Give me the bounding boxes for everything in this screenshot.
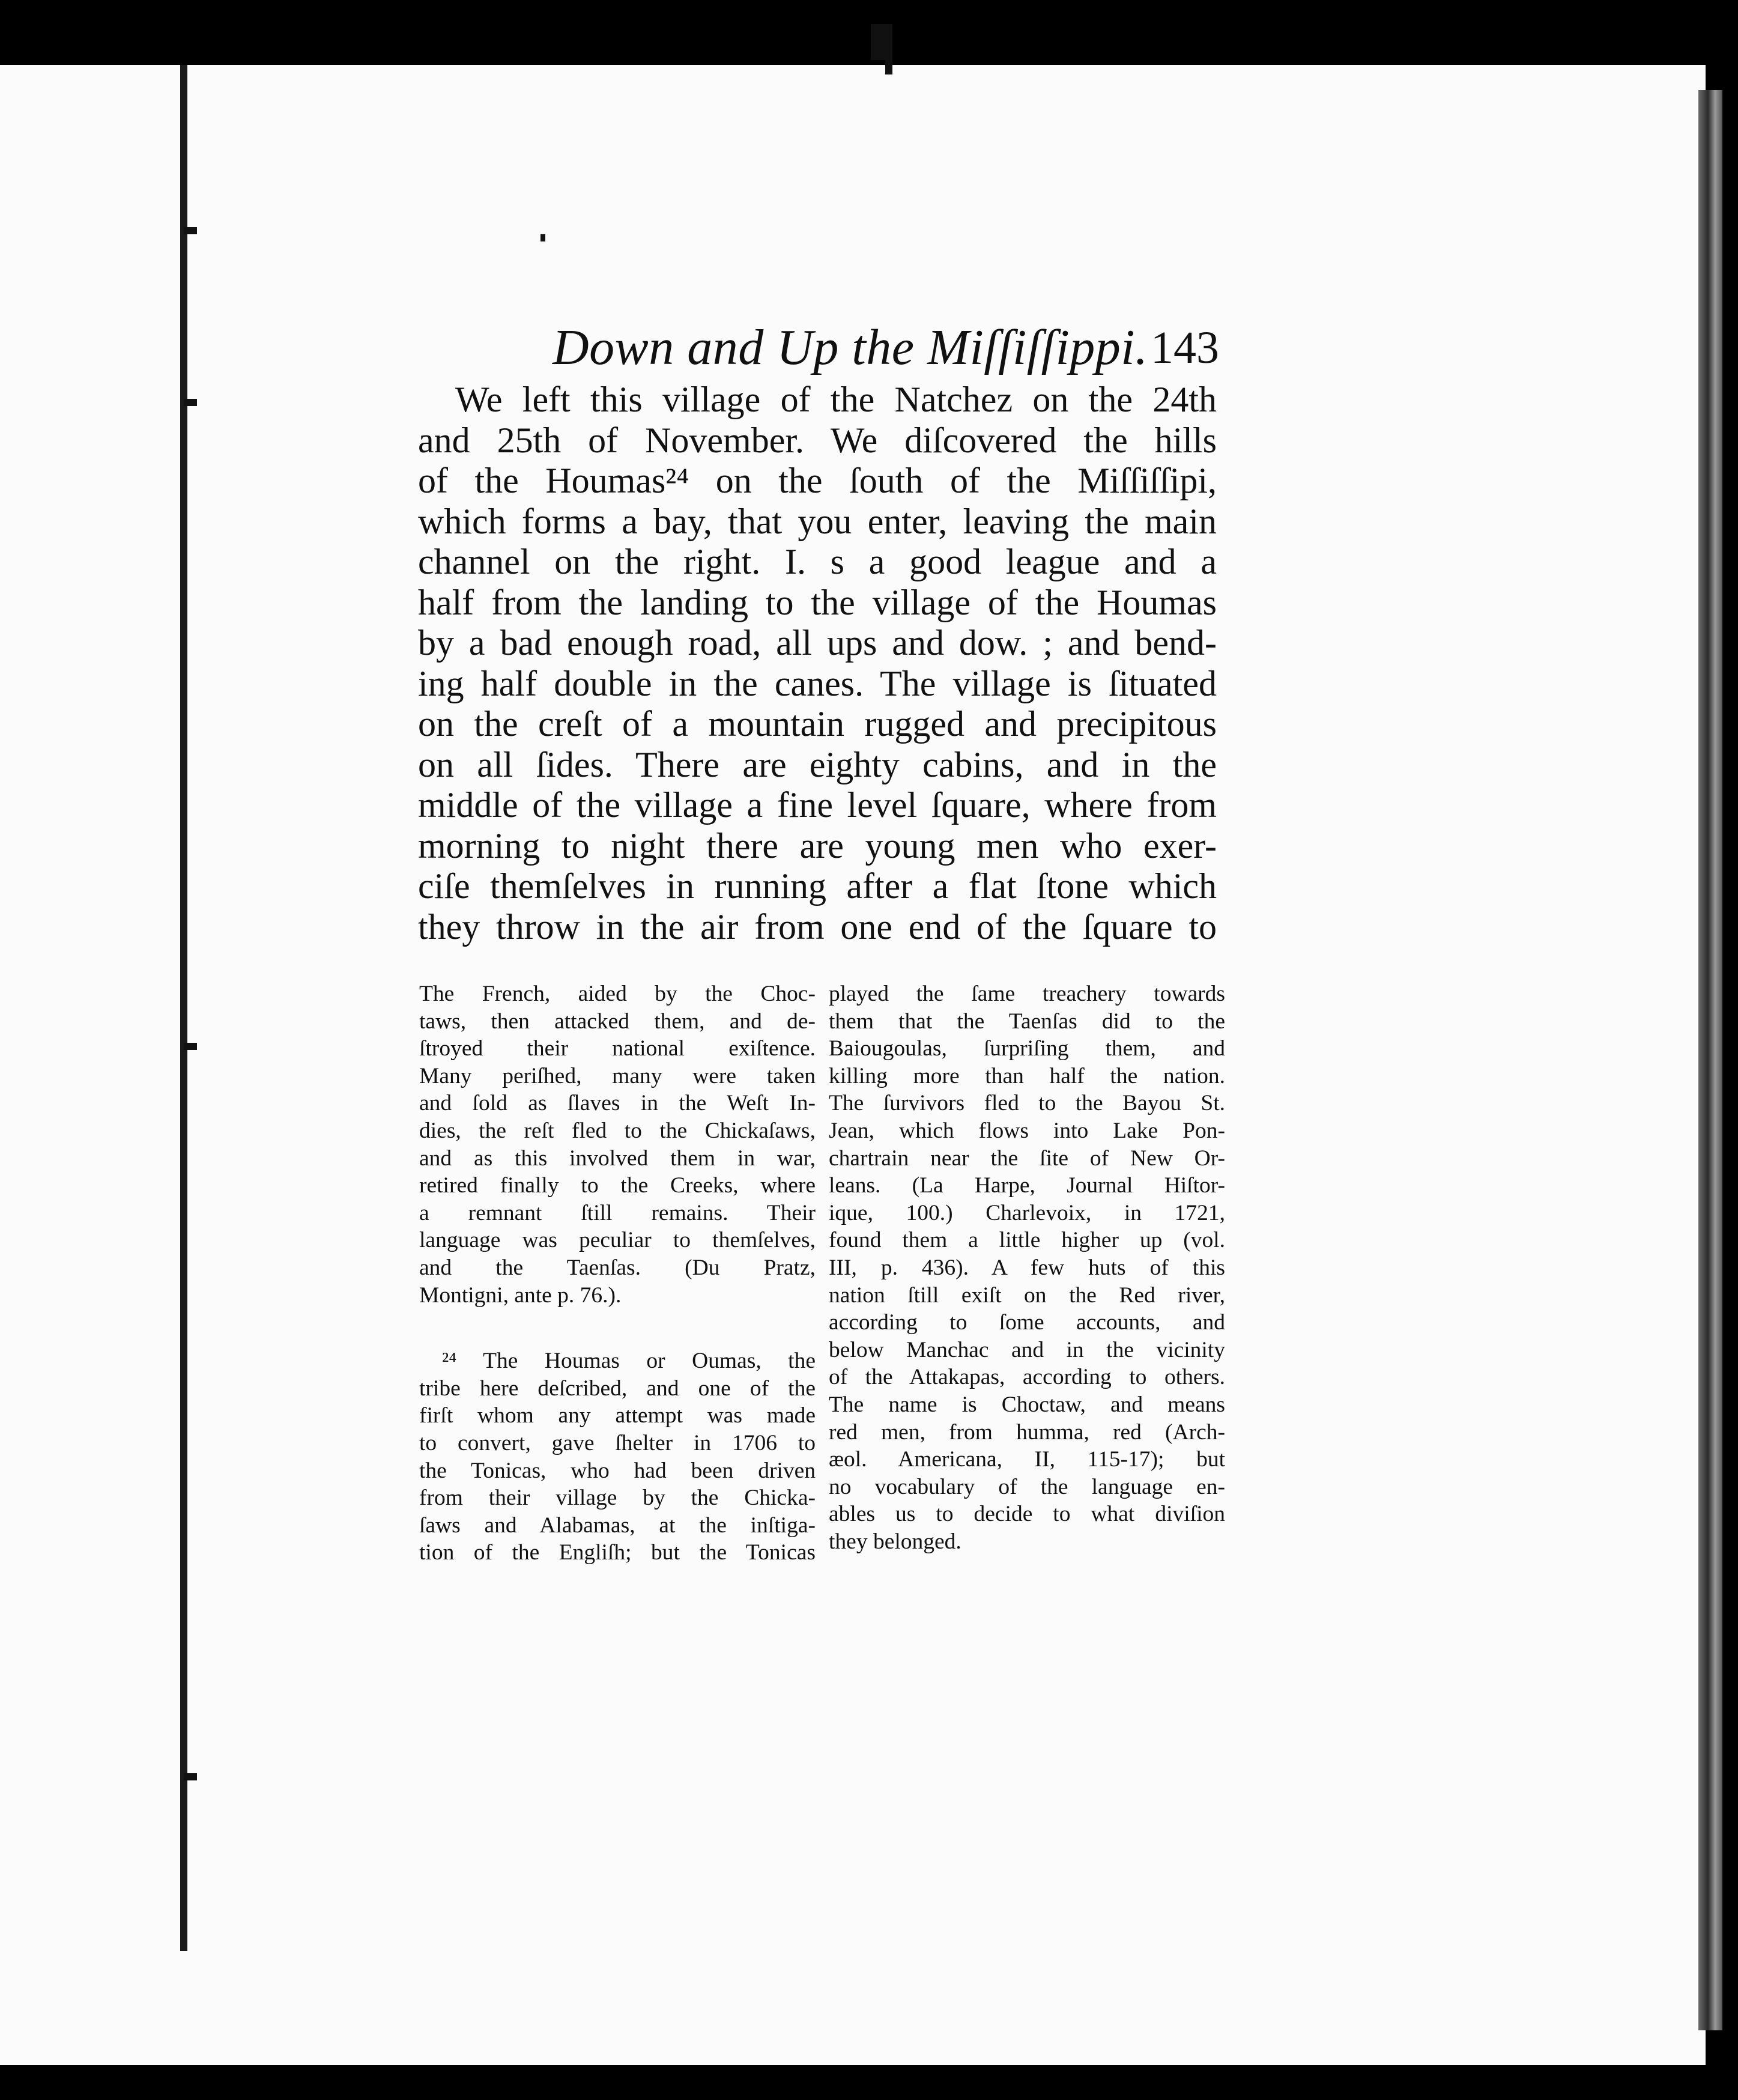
footnote-line: the Tonicas, who had been driven	[419, 1458, 816, 1483]
footnote-line: to convert, gave ſhelter in 1706 to	[419, 1430, 816, 1455]
footnote-line: taws, then attacked them, and de-	[419, 1009, 816, 1034]
footnote-column-left	[419, 980, 816, 1567]
footnote-line: they belonged.	[829, 1529, 961, 1554]
footnote-line: killing more than half the nation.	[829, 1063, 1225, 1088]
footnote-line: played the ſame treachery towards	[829, 982, 1225, 1006]
footnote-line: æol. Americana, II, 115-17); but	[829, 1447, 1225, 1472]
scan-artifact	[540, 234, 545, 241]
footnote-line: The French, aided by the Choc-	[419, 982, 816, 1006]
footnote-line: firſt whom any attempt was made	[419, 1403, 816, 1428]
text-line: which forms a bay, that you enter, leaving the main	[418, 501, 1217, 541]
footnote-line: Many periſhed, many were taken	[419, 1063, 816, 1088]
footnote-line: red men, from humma, red (Arch-	[829, 1419, 1225, 1445]
footnote-line: ²⁴ The Houmas or Oumas, the	[442, 1349, 816, 1374]
text-line: on all ſides. There are eighty cabins, and in the	[418, 744, 1217, 784]
text-line: ing half double in the canes. The village is ſituated	[418, 663, 1217, 703]
footnote-line: retired finally to the Creeks, where	[419, 1173, 816, 1198]
footnote-line: ables us to decide to what diviſion	[829, 1502, 1225, 1527]
footnote-line: The name is Choctaw, and means	[829, 1392, 1225, 1417]
text-line: of the Houmas²⁴ on the ſouth of the Miſſiſſipi,	[418, 461, 1217, 500]
footnote-line: The ſurvivors fled to the Bayou St.	[829, 1091, 1225, 1116]
footnote-line: and as this involved them in war,	[419, 1146, 816, 1171]
scan-artifact	[885, 60, 892, 74]
footnote-line: and ſold as ſlaves in the Weſt In-	[419, 1091, 816, 1116]
main-text	[418, 380, 1217, 947]
text-line: on the creſt of a mountain rugged and precipitous	[418, 704, 1217, 744]
footnote-line: leans. (La Harpe, Journal Hiſtor-	[829, 1173, 1225, 1198]
running-title: Down and Up the Miſſiſſippi.	[553, 320, 1148, 375]
binding-spine	[180, 65, 187, 1951]
footnote-line: of the Attakapas, according to others.	[829, 1365, 1225, 1390]
text-line: ciſe themſelves in running after a flat ſtone which	[418, 866, 1217, 906]
text-line: channel on the right. I. s a good league and a	[418, 542, 1217, 581]
footnote-line: ſtroyed their national exiſtence.	[419, 1036, 816, 1061]
footnote-line: and the Taenſas. (Du Pratz,	[419, 1255, 816, 1280]
footnote-line: according to ſome accounts, and	[829, 1310, 1225, 1335]
scan-artifact	[871, 24, 892, 60]
footnote-line: no vocabulary of the language en-	[829, 1474, 1225, 1499]
page-number: 143	[1151, 323, 1219, 373]
footnote-line: Jean, which flows into Lake Pon-	[829, 1118, 1225, 1143]
footnote-line: below Manchac and in the vicinity	[829, 1337, 1225, 1362]
text-line: half from the landing to the village of the Houmas	[418, 582, 1217, 622]
spine-mark	[184, 1773, 197, 1780]
footnote-line: ique, 100.) Charlevoix, in 1721,	[829, 1200, 1225, 1225]
footnote-line: nation ſtill exiſt on the Red river,	[829, 1282, 1225, 1308]
footnote-line: a remnant ſtill remains. Their	[419, 1200, 816, 1225]
footnote-line: Baiougoulas, ſurpriſing them, and	[829, 1036, 1225, 1061]
page-edge	[1698, 90, 1722, 2030]
text-line: We left this village of the Natchez on the 24th	[455, 380, 1217, 419]
footnote-line: Montigni, ante p. 76.).	[419, 1282, 622, 1308]
footnote-line: them that the Taenſas did to the	[829, 1009, 1225, 1034]
spine-mark	[184, 227, 197, 234]
footnote-line: language was peculiar to themſelves,	[419, 1228, 816, 1253]
footnote-line: dies, the reſt fled to the Chickaſaws,	[419, 1118, 816, 1143]
footnote-line: tribe here deſcribed, and one of the	[419, 1376, 816, 1401]
text-line: they throw in the air from one end of the ſquare to	[418, 906, 1217, 947]
footnote-line: III, p. 436). A few huts of this	[829, 1255, 1225, 1280]
text-line: and 25th of November. We diſcovered the hills	[418, 420, 1217, 460]
footnote-column-right	[829, 980, 1225, 1555]
text-line: morning to night there are young men who exer-	[418, 825, 1217, 866]
text-line: by a bad enough road, all ups and dow. ; and bend-	[418, 623, 1217, 663]
footnote-line: tion of the Engliſh; but the Tonicas	[419, 1540, 816, 1565]
footnote-line: chartrain near the ſite of New Or-	[829, 1146, 1225, 1171]
footnote-line: from their village by the Chicka-	[419, 1485, 816, 1511]
spine-mark	[184, 399, 197, 406]
footnote-line: ſaws and Alabamas, at the inſtiga-	[419, 1513, 816, 1538]
text-line: middle of the village a fine level ſquare, where from	[418, 785, 1217, 825]
spine-mark	[184, 1043, 197, 1050]
footnote-line: found them a little higher up (vol.	[829, 1228, 1225, 1253]
